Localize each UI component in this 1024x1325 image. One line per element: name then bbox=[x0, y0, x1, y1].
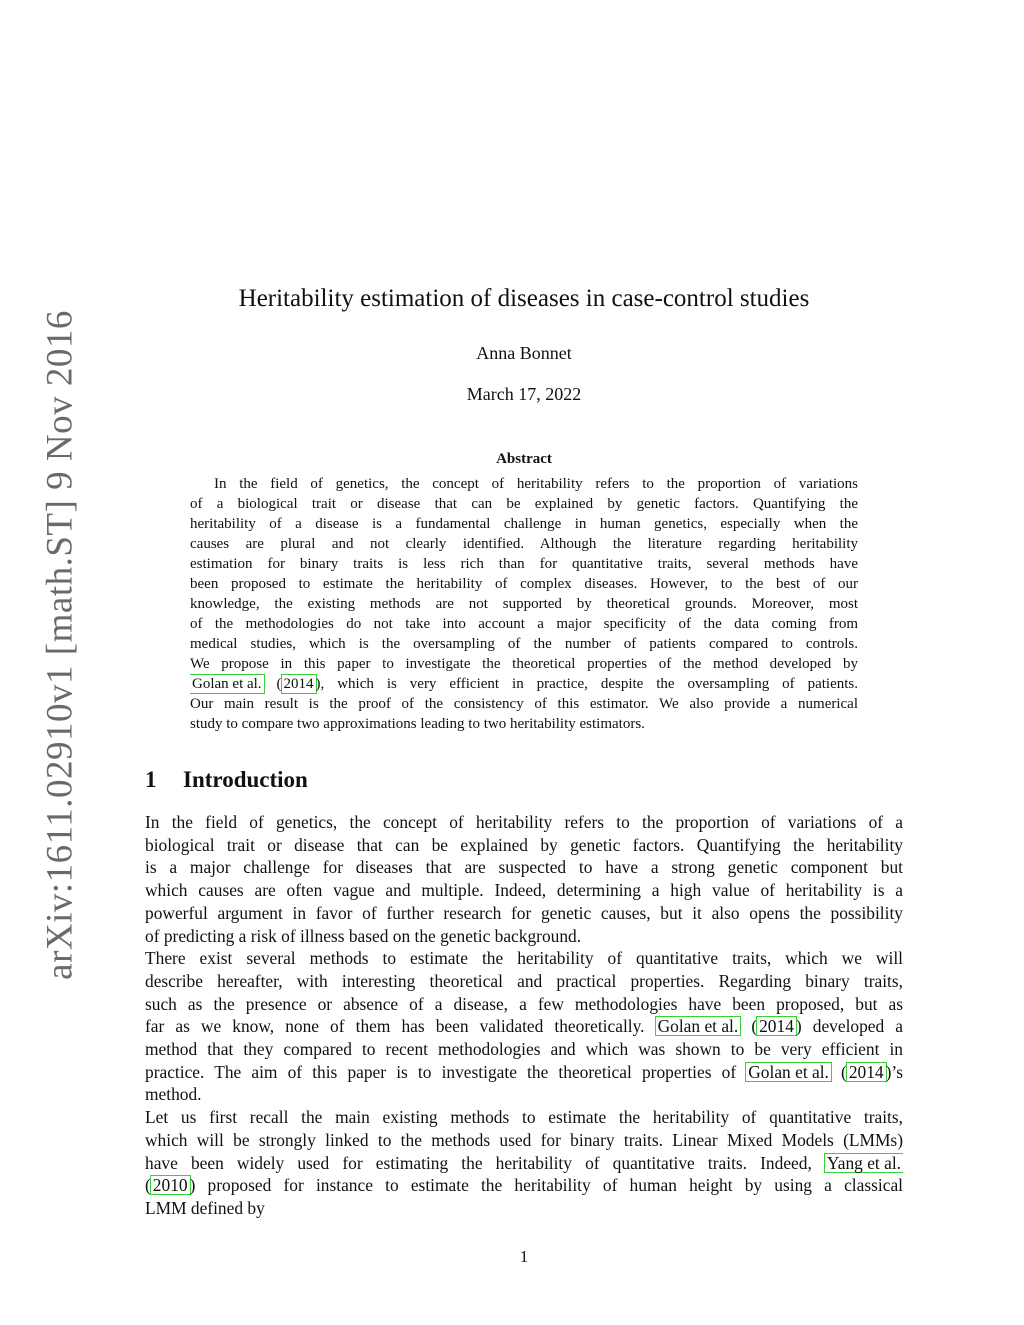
arxiv-margin-stamp: arXiv:1611.02910v1 [math.ST] 9 Nov 2016 bbox=[39, 310, 81, 980]
paragraph-line: such as the presence or absence of a disease, a few methodologies have been proposed, but as bbox=[145, 993, 903, 1014]
paragraph-line-with-citation: practice. The aim of this paper is to investigate the theoretical properties of Golan et al. ( 2014 )’s bbox=[145, 1061, 903, 1082]
abstract-line: heritability of a disease is a fundamental challenge in human genetics, especially when the bbox=[190, 516, 858, 532]
paragraph-line: In the field of genetics, the concept of heritability refers to the proportion of variations of a bbox=[145, 812, 903, 832]
introduction-body bbox=[145, 811, 903, 1220]
paragraph-line-with-citation: have been widely used for estimating the heritability of quantitative traits. Indeed, Yang et al. bbox=[145, 1152, 903, 1175]
abstract-heading: Abstract bbox=[496, 451, 552, 467]
paper-date: March 17, 2022 bbox=[466, 384, 582, 404]
abstract-line: been proposed to estimate the heritability of complex diseases. However, to the best of our bbox=[190, 576, 858, 592]
abstract-line: Our main result is the proof of the consistency of this estimator. We also provide a numerical bbox=[190, 696, 858, 712]
section-heading bbox=[145, 765, 308, 795]
abstract-line: We propose in this paper to investigate the theoretical properties of the method developed by bbox=[190, 656, 858, 672]
citation-link-golan[interactable]: Golan et al. bbox=[655, 1016, 742, 1036]
abstract-line: medical studies, which is the oversampling of the number of patients compared to controls. bbox=[190, 636, 858, 652]
author-name: Anna Bonnet bbox=[476, 343, 572, 363]
abstract-line: causes are plural and not clearly identified. Although the literature regarding heritability bbox=[190, 536, 858, 552]
paragraph-line: powerful argument in favor of further research for genetic causes, but it also opens the possibility bbox=[145, 902, 903, 923]
paragraph-line: which causes are often vague and multiple. Indeed, determining a high value of heritability is a bbox=[145, 880, 903, 901]
abstract-line: knowledge, the existing methods are not supported by theoretical grounds. Moreover, most bbox=[190, 596, 858, 612]
paragraph-line: is a major challenge for diseases that are suspected to have a strong genetic component but bbox=[145, 857, 903, 878]
citation-year-link[interactable]: 2014 bbox=[756, 1016, 797, 1036]
paragraph-line-with-citation: far as we know, none of them has been validated theoretically. Golan et al. ( 2014 ) developed a bbox=[145, 1016, 903, 1037]
abstract-line: estimation for binary traits is less rich than for quantitative traits, several methods have bbox=[190, 556, 858, 572]
paragraph-line: which will be strongly linked to the methods used for binary traits. Linear Mixed Models (LMMs) bbox=[145, 1129, 903, 1150]
abstract-line: of the methodologies do not take into account a major specificity of the data coming from bbox=[190, 616, 858, 632]
page-number: 1 bbox=[519, 1247, 529, 1266]
abstract-line: of a biological trait or disease that can be explained by genetic factors. Quantifying the bbox=[190, 496, 858, 512]
paragraph-line: Let us first recall the main existing methods to estimate the heritability of quantitative traits, bbox=[145, 1107, 903, 1128]
paragraph-line: method. bbox=[145, 1084, 202, 1105]
abstract-line: In the field of genetics, the concept of heritability refers to the proportion of variations bbox=[214, 476, 858, 492]
citation-year-link[interactable]: 2014 bbox=[281, 674, 317, 694]
paragraph-line: method that they compared to recent methodologies and which was shown to be very efficient in bbox=[145, 1039, 903, 1060]
paper-title: Heritability estimation of diseases in case-control studies bbox=[238, 285, 810, 312]
abstract-line: study to compare two approximations leading to two heritability estimators. bbox=[190, 716, 645, 732]
citation-link-yang[interactable]: Yang et al. bbox=[824, 1153, 903, 1173]
paragraph-line: There exist several methods to estimate the heritability of quantitative traits, which we will bbox=[145, 948, 903, 969]
paragraph-line: describe hereafter, with interesting theoretical and practical properties. Regarding binary traits, bbox=[145, 970, 903, 991]
citation-link-golan[interactable]: Golan et al. bbox=[190, 674, 265, 694]
section-title: Introduction bbox=[183, 767, 308, 792]
section-number: 1 bbox=[145, 767, 157, 792]
paragraph-line: biological trait or disease that can be explained by genetic factors. Quantifying the heritability bbox=[145, 834, 903, 855]
paragraph-line-with-citation: ( 2010 ) proposed for instance to estimate the heritability of human height by using a classical bbox=[145, 1175, 903, 1196]
citation-year-link[interactable]: 2010 bbox=[150, 1175, 191, 1195]
paragraph-line: LMM defined by bbox=[145, 1197, 265, 1218]
citation-link-golan[interactable]: Golan et al. bbox=[745, 1062, 832, 1082]
paragraph-line: of predicting a risk of illness based on the genetic background. bbox=[145, 925, 582, 946]
citation-year-link[interactable]: 2014 bbox=[846, 1062, 887, 1082]
abstract-line-with-citation: Golan et al. ( 2014 ), which is very efficient in practice, despite the oversampling of patients. bbox=[190, 674, 858, 694]
abstract-body bbox=[190, 474, 858, 734]
